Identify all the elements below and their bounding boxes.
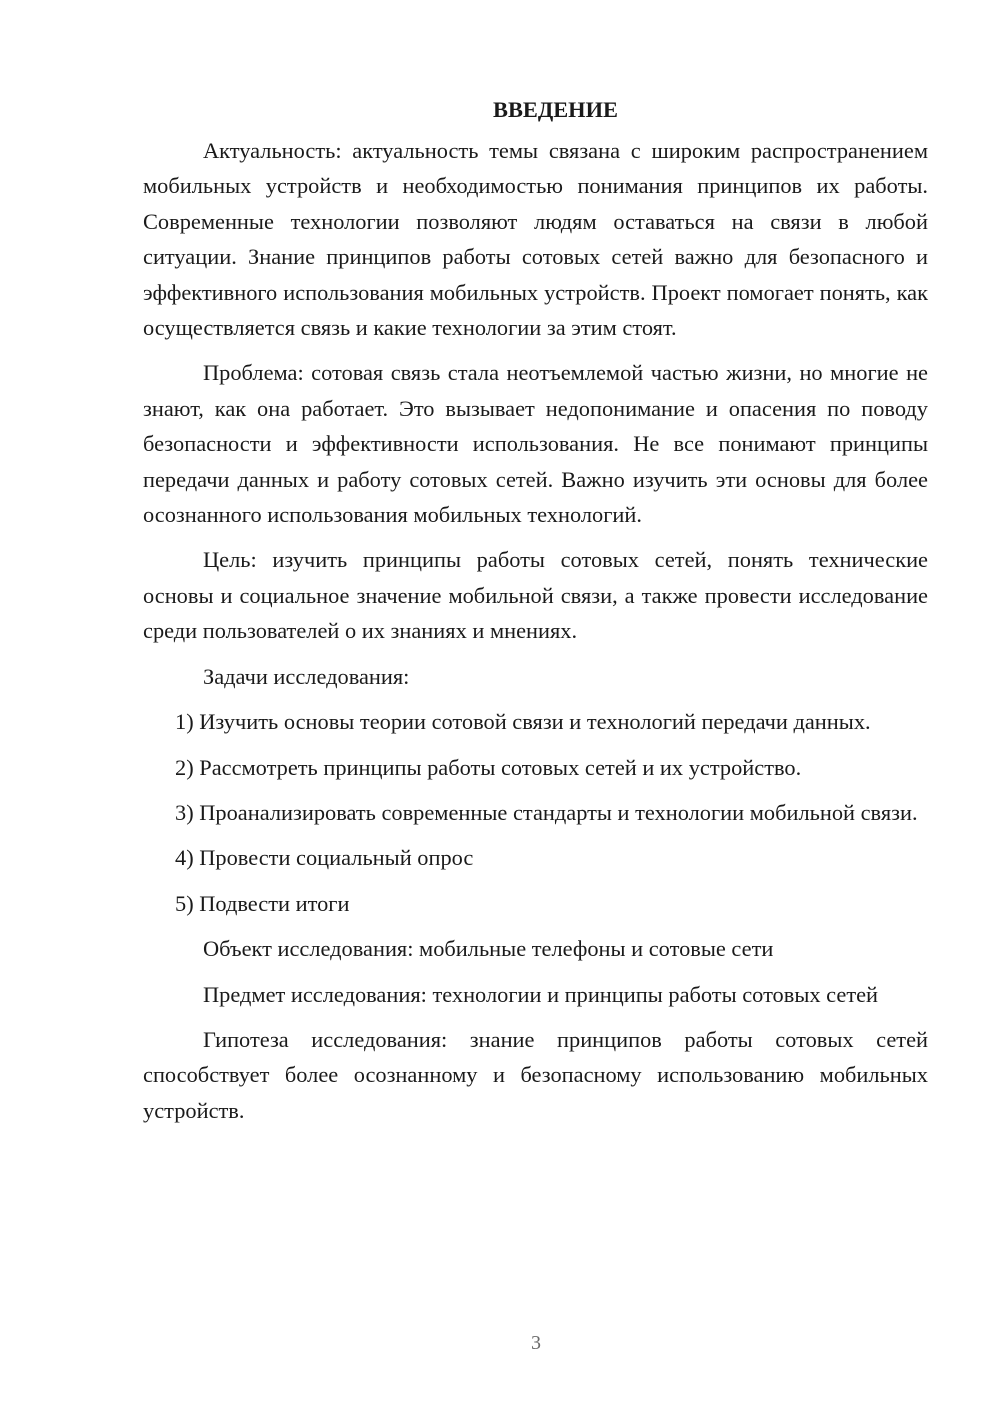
page-content: [143, 95, 928, 1128]
task-item-2: 2) Рассмотреть принципы работы сотовых сетей и их устройство.: [175, 754, 802, 780]
goal-paragraph: Цель: изучить принципы работы сотовых сетей, понять технические основы и социальное значение мобильной связи, а также провести исследование среди пользователей о их знаниях и мнениях.: [143, 547, 928, 644]
relevance-paragraph: Актуальность: актуальность темы связана с широким распространением мобильных устройств и необходимостью понимания принципов их работы. Современные технологии позволяют людям оставаться на связи в любой ситуации. Знание принципов работы сотовых сетей важно для безопасного и эффективного использования мобильных устройств. Проект помогает понять, как осуществляется связь и какие технологии за этим стоят.: [143, 138, 928, 341]
page-title: ВВЕДЕНИЕ: [493, 97, 618, 122]
task-item-1: 1) Изучить основы теории сотовой связи и технологий передачи данных.: [175, 709, 871, 735]
page-number: 3: [531, 1332, 541, 1354]
object-paragraph: Объект исследования: мобильные телефоны и сотовые сети: [203, 936, 774, 962]
subject-paragraph: Предмет исследования: технологии и принципы работы сотовых сетей: [203, 981, 879, 1007]
problem-paragraph: Проблема: сотовая связь стала неотъемлемой частью жизни, но многие не знают, как она работает. Это вызывает недопонимание и опасения по поводу безопасности и эффективности использования. Не все понимают принципы передачи данных и работу сотовых сетей. Важно изучить эти основы для более осознанного использования мобильных технологий.: [143, 360, 928, 528]
hypothesis-paragraph: Гипотеза исследования: знание принципов работы сотовых сетей способствует более осознанному и безопасному использованию мобильных устройств.: [143, 1026, 928, 1123]
task-item-3: 3) Проанализировать современные стандарты и технологии мобильной связи.: [175, 799, 918, 825]
task-item-5: 5) Подвести итоги: [175, 890, 350, 916]
tasks-heading: Задачи исследования:: [203, 663, 410, 689]
task-item-4: 4) Провести социальный опрос: [175, 845, 474, 871]
